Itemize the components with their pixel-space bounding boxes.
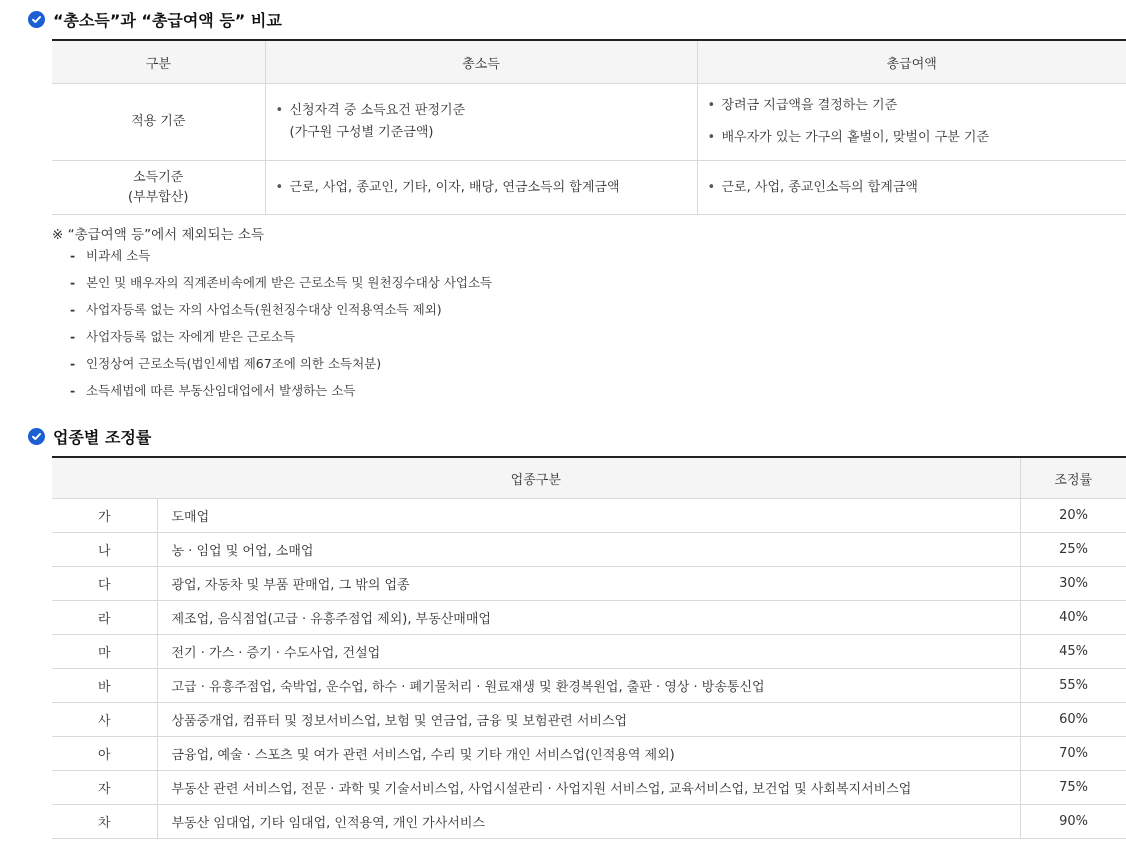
list-item-text: 인정상여 근로소득(법인세법 제67조에 의한 소득처분): [86, 356, 382, 371]
industry-name: 농 · 임업 및 어업, 소매업: [157, 533, 1020, 567]
industry-name: 부동산 관련 서비스업, 전문 · 과학 및 기술서비스업, 사업시설관리 · 사업지원 서비스업, 교육서비스업, 보건업 및 사회복지서비스업: [157, 771, 1020, 805]
total-income-cell: [265, 84, 697, 161]
adjustment-rate: 90%: [1020, 805, 1126, 839]
excluded-income-list: [70, 246, 492, 408]
table-row: [52, 601, 1126, 635]
industry-code: 바: [52, 669, 157, 703]
list-item: [70, 354, 492, 381]
table-row: [52, 499, 1126, 533]
list-item: [276, 100, 697, 144]
industry-name: 도매업: [157, 499, 1020, 533]
industry-code: 차: [52, 805, 157, 839]
industry-code: 나: [52, 533, 157, 567]
table-row: [52, 161, 1126, 215]
list-item: • 장려금 지급액을 결정하는 기준: [708, 95, 1126, 117]
industry-code: 가: [52, 499, 157, 533]
table-row: [52, 703, 1126, 737]
total-salary-cell: [697, 84, 1126, 161]
adjustment-rate: 25%: [1020, 533, 1126, 567]
industry-code: 아: [52, 737, 157, 771]
table-row: [52, 669, 1126, 703]
table-row: [52, 805, 1126, 839]
list-item: [70, 300, 492, 327]
industry-code: 마: [52, 635, 157, 669]
industry-name: 제조업, 음식점업(고급 · 유흥주점업 제외), 부동산매매업: [157, 601, 1020, 635]
industry-table-body: [52, 499, 1126, 839]
list-item: [70, 381, 492, 408]
table-row: [52, 84, 1126, 161]
list-item: • 배우자가 있는 가구의 홑벌이, 맞벌이 구분 기준: [708, 127, 1126, 149]
table-row: [52, 533, 1126, 567]
dash-bullet: -: [70, 275, 76, 290]
industry-code: 사: [52, 703, 157, 737]
list-item-text: • 신청자격 중 소득요건 판정기준: [289, 103, 466, 118]
dash-bullet: -: [70, 248, 76, 263]
adjustment-rate: 70%: [1020, 737, 1126, 771]
dash-bullet: -: [70, 329, 76, 344]
list-item: [70, 327, 492, 354]
check-circle-icon: [28, 428, 45, 445]
section-title-comparison: [28, 8, 282, 31]
list-item: [70, 246, 492, 273]
industry-name: 고급 · 유흥주점업, 숙박업, 운수업, 하수 · 폐기물처리 · 원료재생 및 환경복원업, 출판 · 영상 · 방송통신업: [157, 669, 1020, 703]
industry-rate-table: [52, 456, 1126, 839]
row-label-line: (부부합산): [128, 189, 189, 205]
industry-name: 광업, 자동차 및 부품 판매업, 그 밖의 업종: [157, 567, 1020, 601]
industry-name: 금융업, 예술 · 스포츠 및 여가 관련 서비스업, 수리 및 기타 개인 서비스업(인적용역 제외): [157, 737, 1020, 771]
list-item: [70, 273, 492, 300]
industry-name: 부동산 임대업, 기타 임대업, 인적용역, 개인 가사서비스: [157, 805, 1020, 839]
industry-code: 자: [52, 771, 157, 805]
row-label-line: 소득기준: [133, 169, 184, 185]
adjustment-rate: 30%: [1020, 567, 1126, 601]
list-item-subtext: (가구원 구성별 기준금액): [289, 125, 434, 140]
table-row: [52, 635, 1126, 669]
total-income-cell: [265, 161, 697, 215]
total-salary-cell: [697, 161, 1126, 215]
header-total-income: 총소득: [265, 40, 697, 84]
section-title-text: “총소득”과 “총급여액 등” 비교: [53, 11, 282, 30]
header-category: 구분: [52, 40, 265, 84]
header-rate: 조정률: [1020, 457, 1126, 499]
header-industry: 업종구분: [52, 457, 1020, 499]
industry-code: 라: [52, 601, 157, 635]
check-circle-icon: [28, 11, 45, 28]
dash-bullet: -: [70, 302, 76, 317]
list-item-text: 사업자등록 없는 자에게 받은 근로소득: [86, 329, 296, 344]
bullet-list: [698, 177, 1126, 199]
header-total-salary: 총급여액: [697, 40, 1126, 84]
table-header-row: [52, 457, 1126, 499]
list-item-text: 사업자등록 없는 자의 사업소득(원천징수대상 인적용역소득 제외): [86, 302, 442, 317]
row-label: [52, 84, 265, 161]
row-label: [52, 161, 265, 215]
adjustment-rate: 45%: [1020, 635, 1126, 669]
dash-bullet: -: [70, 356, 76, 371]
list-item-text: 본인 및 배우자의 직계존비속에게 받은 근로소득 및 원천징수대상 사업소득: [86, 275, 493, 290]
industry-name: 전기 · 가스 · 증기 · 수도사업, 건설업: [157, 635, 1020, 669]
adjustment-rate: 60%: [1020, 703, 1126, 737]
table-row: [52, 737, 1126, 771]
table-header-row: [52, 40, 1126, 84]
industry-code: 다: [52, 567, 157, 601]
industry-name: 상품중개업, 컴퓨터 및 정보서비스업, 보험 및 연금업, 금융 및 보험관련 서비스업: [157, 703, 1020, 737]
list-item: • 근로, 사업, 종교인, 기타, 이자, 배당, 연금소득의 합계금액: [276, 177, 697, 199]
section-title-industry: [28, 425, 151, 448]
comparison-table: [52, 39, 1126, 215]
list-item-text: 소득세법에 따른 부동산임대업에서 발생하는 소득: [86, 383, 356, 398]
bullet-list: [266, 100, 697, 144]
dash-bullet: -: [70, 383, 76, 398]
note-heading: ※ “총급여액 등”에서 제외되는 소득: [52, 227, 264, 243]
list-item: • 근로, 사업, 종교인소득의 합계금액: [708, 177, 1126, 199]
bullet-list: [698, 95, 1126, 149]
adjustment-rate: 20%: [1020, 499, 1126, 533]
adjustment-rate: 55%: [1020, 669, 1126, 703]
adjustment-rate: 40%: [1020, 601, 1126, 635]
section-title-text: 업종별 조정률: [53, 428, 152, 447]
list-item-text: 비과세 소득: [86, 248, 151, 263]
bullet-list: [266, 177, 697, 199]
row-label-line: 적용 기준: [131, 114, 186, 129]
table-row: [52, 771, 1126, 805]
adjustment-rate: 75%: [1020, 771, 1126, 805]
table-row: [52, 567, 1126, 601]
